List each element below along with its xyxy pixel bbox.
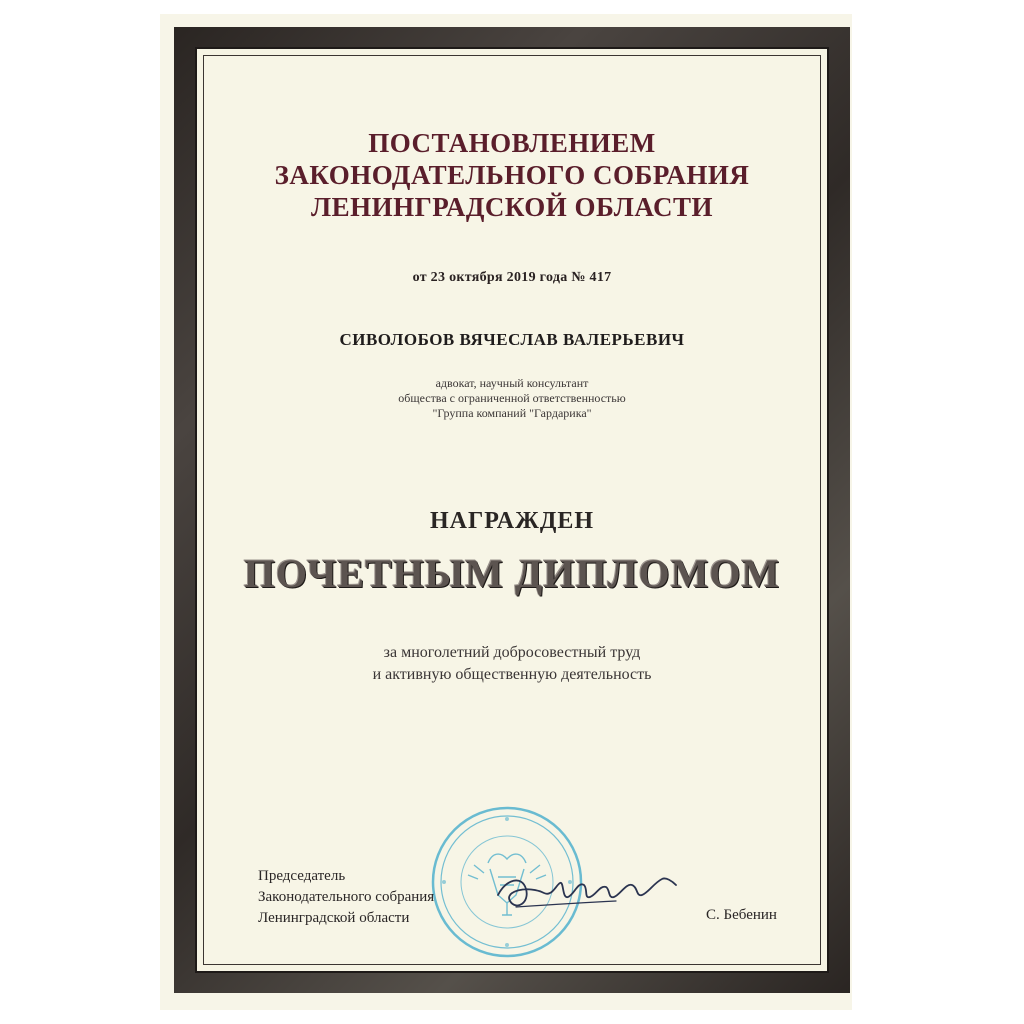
reason-line-1: за многолетний добросовестный труд [383,644,641,661]
chairman-line-3: Ленинградской области [258,910,410,926]
signature [486,855,686,925]
position-line-1: адвокат, научный консультант [435,376,589,390]
recipient-name: СИВОЛОБОВ ВЯЧЕСЛАВ ВАЛЕРЬЕВИЧ [339,330,685,349]
reason-line-2: и активную общественную деятельность [372,666,652,683]
chairman-line-2: Законодательного собрания [258,889,435,905]
chairman-line-1: Председатель [258,868,346,884]
position-line-3: "Группа компаний "Гардарика" [432,406,592,420]
resolution-date: от 23 октября 2019 года № 417 [412,270,612,285]
award-title: ПОЧЕТНЫМ ДИПЛОМОМ [243,551,781,596]
chairman-title [258,866,434,929]
signer-name: С. Бебенин [706,907,777,923]
position-line-2: общества с ограниченной ответственностью [398,391,626,405]
awarded-label: НАГРАЖДЕН [429,508,595,534]
heading-line-3: ЛЕНИНГРАДСКОЙ ОБЛАСТИ [310,192,714,222]
heading-line-1: ПОСТАНОВЛЕНИЕМ [368,128,656,158]
heading-line-2: ЗАКОНОДАТЕЛЬНОГО СОБРАНИЯ [274,160,750,190]
